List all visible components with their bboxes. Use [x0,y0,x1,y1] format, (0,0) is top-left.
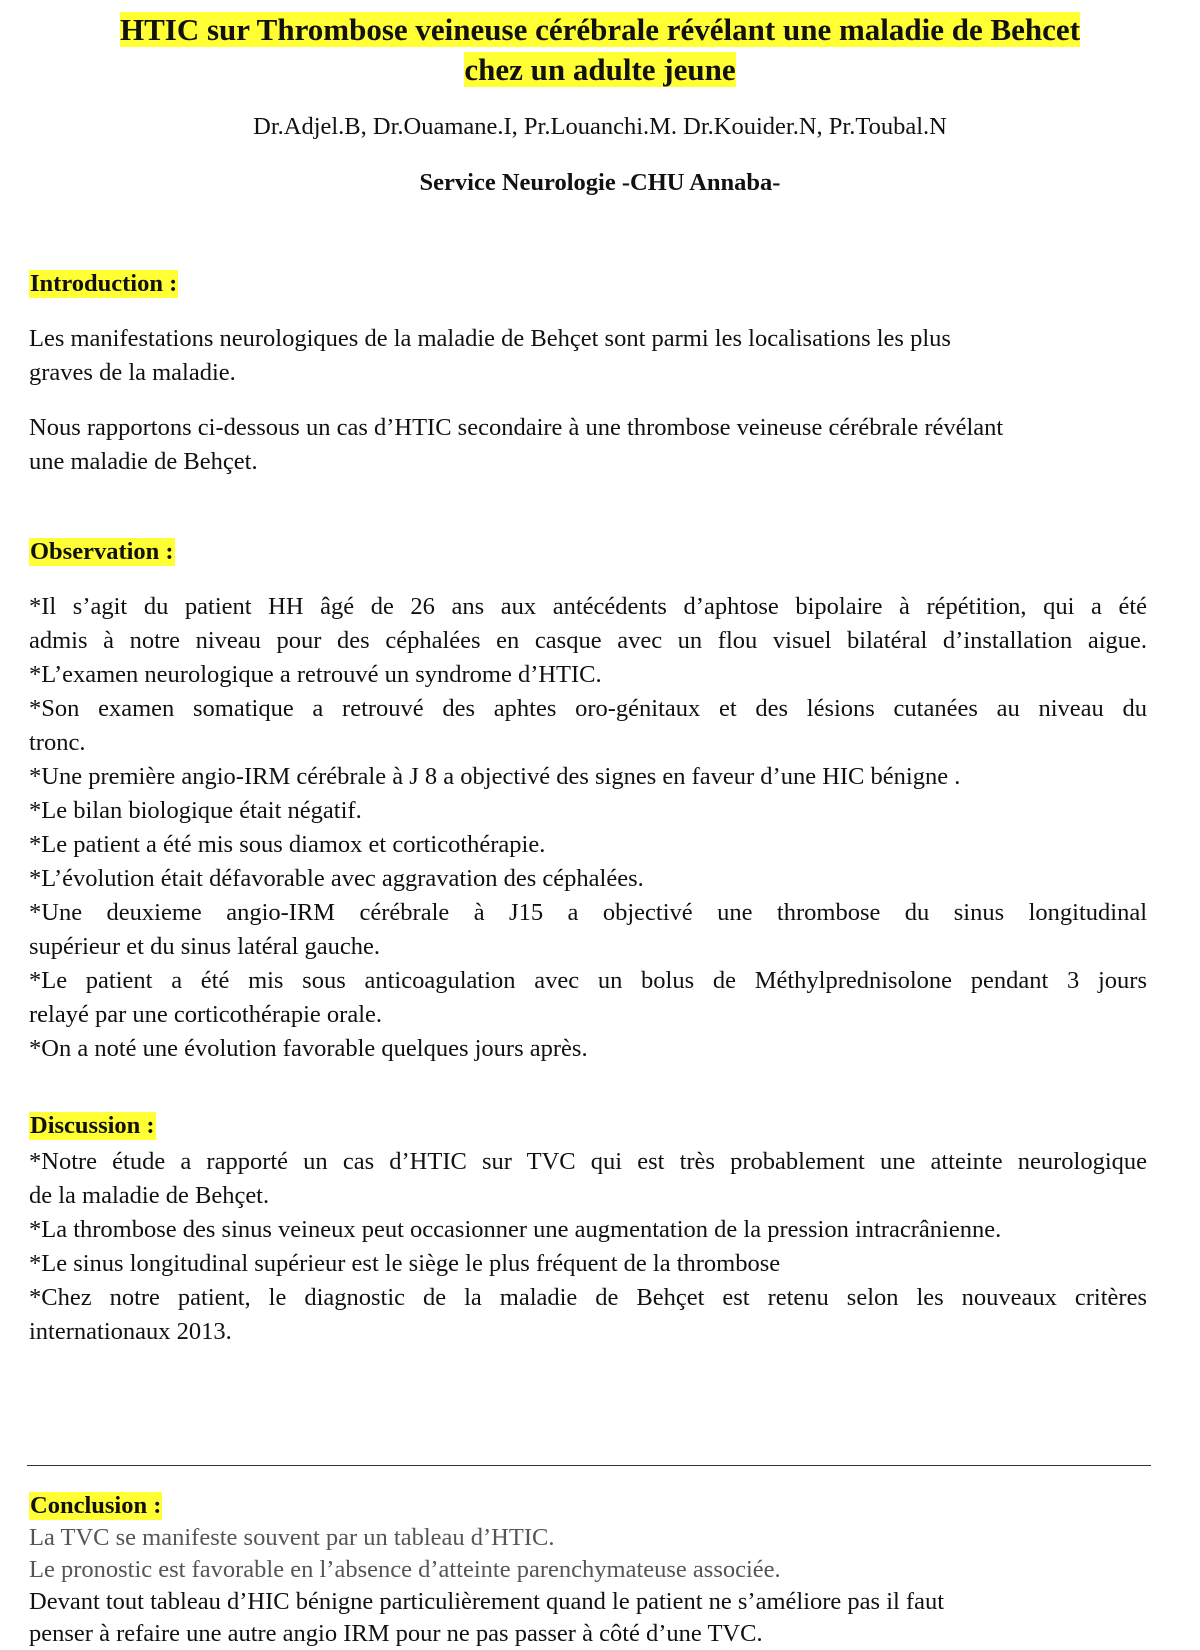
text-line: penser à refaire une autre angio IRM pour ne pas passer à côté d’une TVC. [29,1620,763,1647]
text-line: *Le bilan biologique était négatif. [29,797,362,824]
text-line: *On a noté une évolution favorable quelques jours après. [29,1035,588,1062]
text-line: Les manifestations neurologiques de la maladie de Behçet sont parmi les localisations les plus [29,325,951,352]
discussion-heading: Discussion : [30,1112,155,1139]
observation-heading: Observation : [30,538,174,565]
service-affiliation: Service Neurologie -CHU Annaba- [419,169,781,196]
text-line: relayé par une corticothérapie orale. [29,1001,383,1028]
section-divider [27,1465,1151,1466]
text-line: *Une deuxieme angio-IRM cérébrale à J15 a objectivé une thrombose du sinus longitudinal [29,899,1147,926]
conclusion-body [29,1522,1147,1650]
conclusion-heading: Conclusion : [30,1492,162,1519]
observation-body [29,590,1147,1066]
text-line: *Notre étude a rapporté un cas d’HTIC sur TVC qui est très probablement une atteinte neurologique [29,1148,1147,1175]
introduction-paragraph-2 [29,411,1147,479]
text-line: *L’évolution était défavorable avec aggravation des céphalées. [29,865,644,892]
authors: Dr.Adjel.B, Dr.Ouamane.I, Pr.Louanchi.M. Dr.Kouider.N, Pr.Toubal.N [253,113,947,140]
introduction-paragraph-1 [29,322,1147,390]
text-line: Le pronostic est favorable en l’absence d’atteinte parenchymateuse associée. [29,1556,781,1583]
text-line: tronc. [29,729,86,756]
text-line: Nous rapportons ci-dessous un cas d’HTIC secondaire à une thrombose veineuse cérébrale révélant [29,414,1004,441]
text-line: *Le patient a été mis sous diamox et corticothérapie. [29,831,546,858]
text-line: *Chez notre patient, le diagnostic de la maladie de Behçet est retenu selon les nouveaux critères [29,1284,1147,1311]
title-line-2: chez un adulte jeune [464,52,736,87]
text-line: *Une première angio-IRM cérébrale à J 8 a objectivé des signes en faveur d’une HIC bénigne . [29,763,961,790]
text-line: *La thrombose des sinus veineux peut occasionner une augmentation de la pression intracrânienne. [29,1216,1002,1243]
text-line: de la maladie de Behçet. [29,1182,270,1209]
document-title [0,10,1200,90]
text-line: internationaux 2013. [29,1318,232,1345]
text-line: *Le sinus longitudinal supérieur est le siège le plus fréquent de la thrombose [29,1250,781,1277]
text-line: supérieur et du sinus latéral gauche. [29,933,381,960]
text-line: La TVC se manifeste souvent par un tableau d’HTIC. [29,1524,555,1551]
introduction-heading: Introduction : [30,270,178,297]
title-line-1: HTIC sur Thrombose veineuse cérébrale révélant une maladie de Behcet [119,12,1081,47]
text-line: Devant tout tableau d’HIC bénigne particulièrement quand le patient ne s’améliore pas il faut [29,1588,945,1615]
text-line: *Le patient a été mis sous anticoagulation avec un bolus de Méthylprednisolone pendant 3 jours [29,967,1147,994]
text-line: une maladie de Behçet. [29,448,258,475]
text-line: graves de la maladie. [29,359,236,386]
text-line: *Il s’agit du patient HH âgé de 26 ans aux antécédents d’aphtose bipolaire à répétition, qui a été [29,593,1147,620]
text-line: admis à notre niveau pour des céphalées en casque avec un flou visuel bilatéral d’installation aigue. [29,627,1147,654]
discussion-body [29,1145,1147,1349]
text-line: *Son examen somatique a retrouvé des aphtes oro-génitaux et des lésions cutanées au niveau du [29,695,1147,722]
text-line: *L’examen neurologique a retrouvé un syndrome d’HTIC. [29,661,602,688]
